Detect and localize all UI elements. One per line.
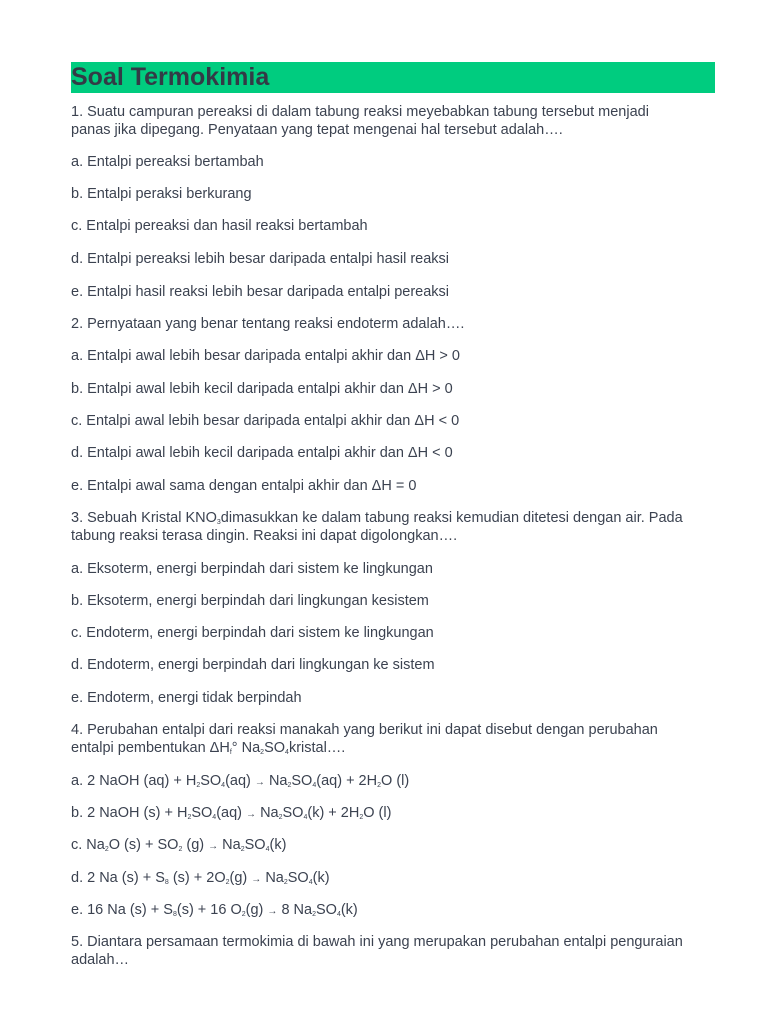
question-1-text-line-1: 1. Suatu campuran pereaksi di dalam tabung reaksi meyebabkan tabung tersebut menjadi [71, 104, 649, 120]
question-5-text-line-1: 5. Diantara persamaan termokimia di bawah ini yang merupakan perubahan entalpi penguraian [71, 934, 683, 950]
arrow-icon: → [267, 906, 278, 917]
title-bar [71, 62, 715, 93]
question-5-text-line-2: adalah… [71, 952, 130, 968]
question-2-text: 2. Pernyataan yang benar tentang reaksi endoterm adalah…. [71, 316, 465, 332]
question-1-text-line-2: panas jika dipegang. Penyataan yang tepat mengenai hal tersebut adalah…. [71, 122, 563, 138]
q4-option-b: b. 2 NaOH $(s) + H_2SO_4(aq) \to Na_2SO_4(k) + 2H_2O$ (l) [71, 805, 392, 821]
q2-option-c: c. Entalpi awal lebih besar daripada entalpi akhir dan ΔH < 0 [71, 413, 460, 429]
q2-option-e: e. Entalpi awal sama dengan entalpi akhir dan ΔH = 0 [71, 478, 417, 494]
arrow-icon: → [251, 874, 262, 885]
q4-option-c: c. $Na_2O$ $(s) + SO_2$ $(g) \to Na_2SO_4(k)$ [71, 837, 287, 853]
q4-option-e: e. 16 Na $(s) + S_8(s) + 16$ $O_2(g) \to 8$ $Na_2SO_4(k)$ [71, 902, 358, 918]
q1-option-a: a. Entalpi pereaksi bertambah [71, 154, 264, 170]
question-3-text-line-2: tabung reaksi terasa dingin. Reaksi ini dapat digolongkan…. [71, 528, 458, 544]
q4-option-a: a. 2 NaOH $(aq) + H_2SO_4(aq) \to Na_2SO_4(aq) + 2H_2O$ (l) [71, 773, 410, 789]
page-title: Soal Termokimia [71, 63, 270, 91]
q3-option-a: a. Eksoterm, energi berpindah dari sistem ke lingkungan [71, 561, 433, 577]
q2-option-a: a. Entalpi awal lebih besar daripada entalpi akhir dan ΔH > 0 [71, 348, 460, 364]
q3-option-d: d. Endoterm, energi berpindah dari lingkungan ke sistem [71, 657, 435, 673]
q3-option-c: c. Endoterm, energi berpindah dari sistem ke lingkungan [71, 625, 434, 641]
q1-option-b: b. Entalpi peraksi berkurang [71, 186, 252, 202]
question-4-text-line-2: entalpi pembentukan $\Delta H_f^\circ$ $Na_2SO_4kristal\dots$. [71, 740, 346, 756]
arrow-icon: → [246, 809, 257, 820]
q1-option-d: d. Entalpi pereaksi lebih besar daripada entalpi hasil reaksi [71, 251, 450, 267]
question-3-text-line-1: 3. Sebuah Kristal $KNO_3dimasukkan$ ke dalam tabung reaksi kemudian ditetesi dengan air. Pada [71, 510, 683, 526]
q3-option-e: e. Endoterm, energi tidak berpindah [71, 690, 302, 706]
question-4-text-line-1: 4. Perubahan entalpi dari reaksi manakah yang berikut ini dapat disebut dengan perubahan [71, 722, 658, 738]
q3-option-b: b. Eksoterm, energi berpindah dari lingkungan kesistem [71, 593, 429, 609]
q4-option-d: d. 2 Na $(s) + S_8$ $(s) + 2O_2(g) \to Na_2SO_4(k)$ [71, 870, 330, 886]
q1-option-e: e. Entalpi hasil reaksi lebih besar daripada entalpi pereaksi [71, 284, 450, 300]
arrow-icon: → [208, 841, 219, 852]
q2-option-d: d. Entalpi awal lebih kecil daripada entalpi akhir dan ΔH < 0 [71, 445, 453, 461]
q1-option-c: c. Entalpi pereaksi dan hasil reaksi bertambah [71, 218, 368, 234]
q2-option-b: b. Entalpi awal lebih kecil daripada entalpi akhir dan ΔH > 0 [71, 381, 453, 397]
arrow-icon: → [254, 777, 265, 788]
